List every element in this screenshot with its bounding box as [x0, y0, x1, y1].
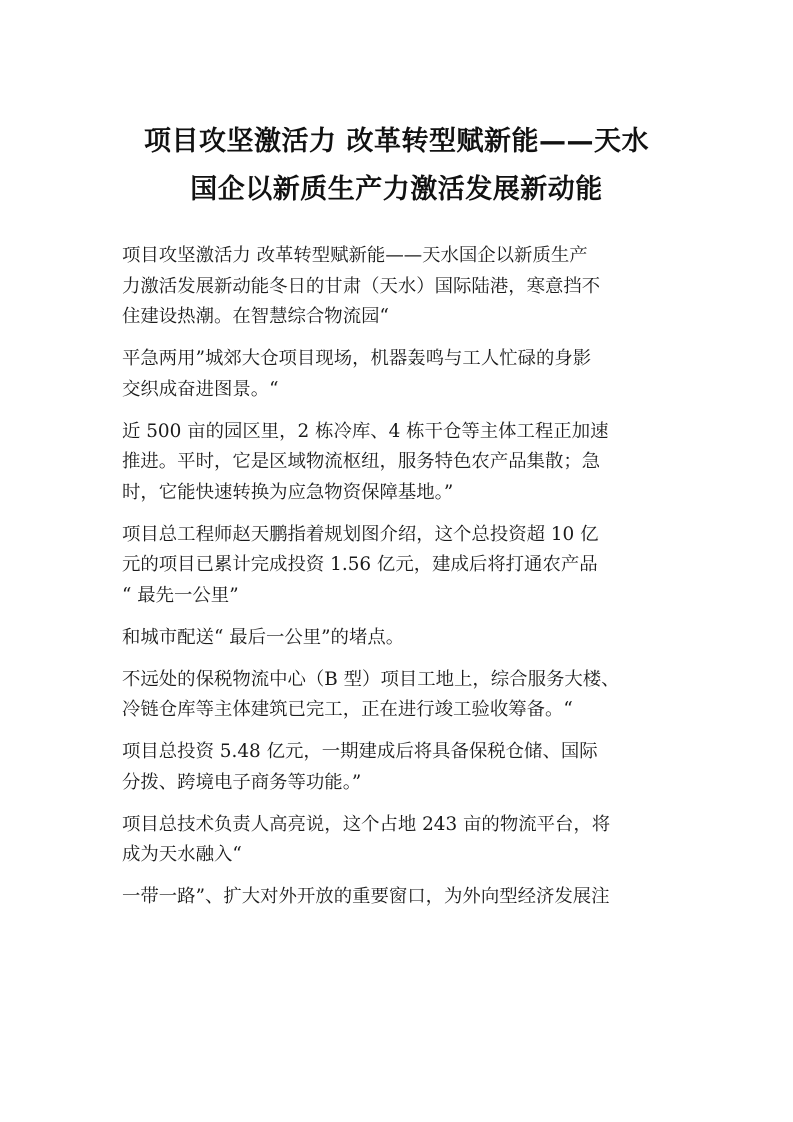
paragraph — [122, 737, 674, 798]
text-line: 交织成奋进图景。“ — [122, 378, 279, 400]
paragraph — [122, 665, 674, 726]
text-line: 元的项目已累计完成投资 1.56 亿元，建成后将打通农产品 — [122, 554, 598, 575]
text-line: 推进。平时，它是区域物流枢纽，服务特色农产品集散；急 — [122, 451, 601, 472]
text-line: 一带一路”、扩大对外开放的重要窗口，为外向型经济发展注 — [122, 886, 610, 907]
text-line: 项目总工程师赵天鹏指着规划图介绍，这个总投资超 10 亿 — [122, 523, 599, 545]
text-line: “ 最先一公里” — [122, 584, 239, 606]
paragraph — [122, 241, 674, 333]
text-line: 项目总技术负责人高亮说，这个占地 243 亩的物流平台，将 — [122, 813, 611, 835]
text-line: 和城市配送“ 最后一公里”的堵点。 — [122, 626, 405, 648]
paragraph — [122, 882, 674, 913]
text-line: 近 500 亩的园区里，2 栋冷库、4 栋干仓等主体工程正加速 — [122, 420, 609, 442]
document-title — [110, 118, 683, 214]
paragraph — [122, 520, 674, 612]
title-line: 国企以新质生产力激活发展新动能 — [190, 174, 603, 205]
text-line: 平急两用”城郊大仓项目现场，机器轰鸣与工人忙碌的身影 — [122, 348, 592, 369]
document-body — [122, 241, 674, 924]
paragraph — [122, 810, 674, 871]
text-line: 不远处的保税物流中心（B 型）项目工地上，综合服务大楼、 — [122, 668, 620, 690]
text-line: 力激活发展新动能冬日的甘肃（天水）国际陆港，寒意挡不 — [122, 275, 601, 297]
paragraph — [122, 623, 674, 654]
text-line: 分拨、跨境电子商务等功能。” — [122, 771, 362, 793]
text-line: 冷链仓库等主体建筑已完工，正在进行竣工验收筹备。“ — [122, 699, 573, 720]
paragraph — [122, 417, 674, 509]
text-line: 成为天水融入“ — [122, 844, 242, 865]
text-line: 项目总投资 5.48 亿元，一期建成后将具备保税仓储、国际 — [122, 741, 598, 762]
title-line: 项目攻坚激活力 改革转型赋新能——天水 — [144, 126, 649, 157]
text-line: 时，它能快速转换为应急物资保障基地。” — [122, 481, 454, 503]
paragraph — [122, 344, 674, 405]
text-line: 项目攻坚激活力 改革转型赋新能——天水国企以新质生产 — [122, 245, 588, 266]
text-line: 住建设热潮。在智慧综合物流园“ — [122, 306, 389, 327]
